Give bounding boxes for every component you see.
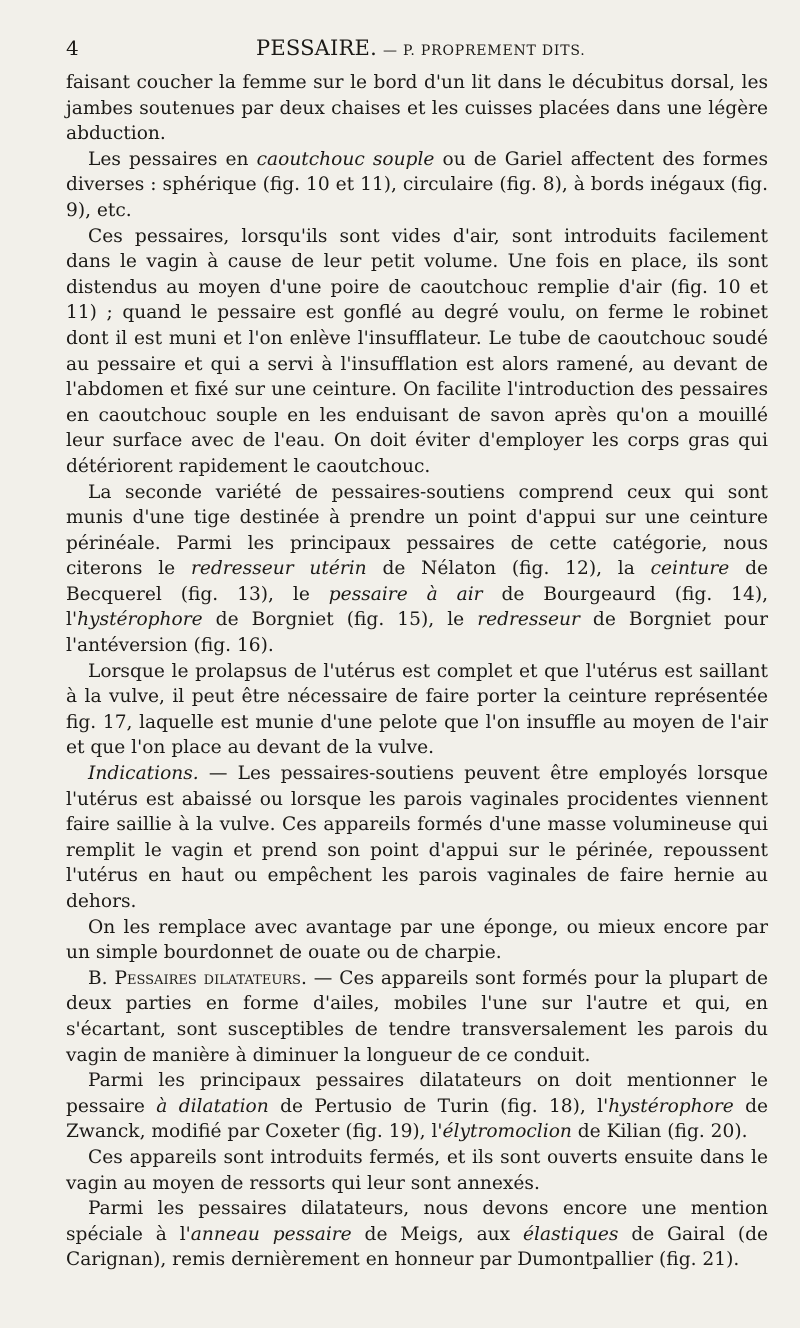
section-heading-indications: Indications. (88, 763, 199, 785)
paragraph-6: Indications. — Les pessaires-soutiens peuvent être employés lorsque l'utérus est abaissé ou lorsque les parois vaginales procidentes viennent faire saillie à la vulve. Ces appareils formés d'une masse volumineuse qui remplit le vagin et prend son point d'appui sur le périnée, repoussent l'utérus en haut ou empêchent les parois vaginales de faire hernie au dehors. (66, 763, 768, 912)
paragraph-11: Parmi les pessaires dilatateurs, nous devons encore une mention spéciale à l'anneau pessaire de Meigs, aux élastiques de Gairal (de Carignan), remis dernièrement en honneur par Dumontpallier (fig. 21). (66, 1198, 768, 1271)
running-header (66, 36, 768, 70)
paragraph-5: Lorsque le prolapsus de l'utérus est complet et que l'utérus est saillant à la vulve, il peut être nécessaire de faire porter la ceinture représentée fig. 17, laquelle est munie d'une pelote que l'on insuffle au moyen de l'air et que l'on place au devant de la vulve. (66, 660, 768, 759)
paragraph-3: Ces pessaires, lorsqu'ils sont vides d'air, sont introduits facilement dans le vagin à cause de leur petit volume. Une fois en place, ils sont distendus au moyen d'une poire de caoutchouc remplie d'air (fig. 10 et 11) ; quand le pessaire est gonflé au degré voulu, on ferme le robinet dont il est muni et l'on enlève l'insufflateur. Le tube de caoutchouc soudé au pessaire et qui a servi à l'insufflation est alors ramené, au devant de l'abdomen et fixé sur une ceinture. On facilite l'introduction des pessaires en caoutchouc souple en les enduisant de savon après qu'on a mouillé leur surface avec de l'eau. On doit éviter d'employer les corps gras qui détériorent rapidement le caoutchouc. (66, 225, 768, 477)
paragraph-10: Ces appareils sont introduits fermés, et ils sont ouverts ensuite dans le vagin au moyen de ressorts qui leur sont annexés. (66, 1146, 768, 1194)
body-text (66, 70, 768, 1273)
running-title: PESSAIRE. (256, 36, 377, 60)
paragraph-2: Les pessaires en caoutchouc souple ou de Gariel affectent des formes diverses : sphérique (fig. 10 et 11), circulaire (fig. 8), à bords inégaux (fig. 9), etc. (66, 148, 769, 221)
running-subtitle: — P. PROPREMENT DITS. (382, 43, 586, 59)
paragraph-4: La seconde variété de pessaires-soutiens comprend ceux qui sont munis d'une tige destinée à prendre un point d'appui sur une ceinture périnéale. Parmi les principaux pessaires de cette catégorie, nous citerons le redresseur utérin de Nélaton (fig. 12), la ceinture de Becquerel (fig. 13), le pessaire à air de Bourgeaurd (fig. 14), l'hystérophore de Borgniet (fig. 15), le redresseur de Borgniet pour l'antéversion (fig. 16). (66, 481, 768, 657)
paragraph-7: On les remplace avec avantage par une éponge, ou mieux encore par un simple bourdonnet de ouate ou de charpie. (66, 916, 768, 964)
paragraph-9: Parmi les principaux pessaires dilatateurs on doit mentionner le pessaire à dilatation de Pertusio de Turin (fig. 18), l'hystérophore de Zwanck, modifié par Coxeter (fig. 19), l'élytromoclion de Kilian (fig. 20). (66, 1070, 769, 1143)
page-number: 4 (66, 36, 79, 60)
section-heading-dilatateurs: B. Pessaires dilatateurs. (88, 967, 307, 989)
paragraph-8: B. Pessaires dilatateurs. — Ces appareils sont formés pour la plupart de deux parties en forme d'ailes, mobiles l'une sur l'autre et qui, en s'écartant, sont susceptibles de tendre transversalement les parois du vagin de manière à diminuer la longueur de ce conduit. (66, 967, 768, 1066)
paragraph-1: faisant coucher la femme sur le bord d'un lit dans le décubitus dorsal, les jambes soutenues par deux chaises et les cuisses placées dans une légère abduction. (66, 72, 768, 145)
